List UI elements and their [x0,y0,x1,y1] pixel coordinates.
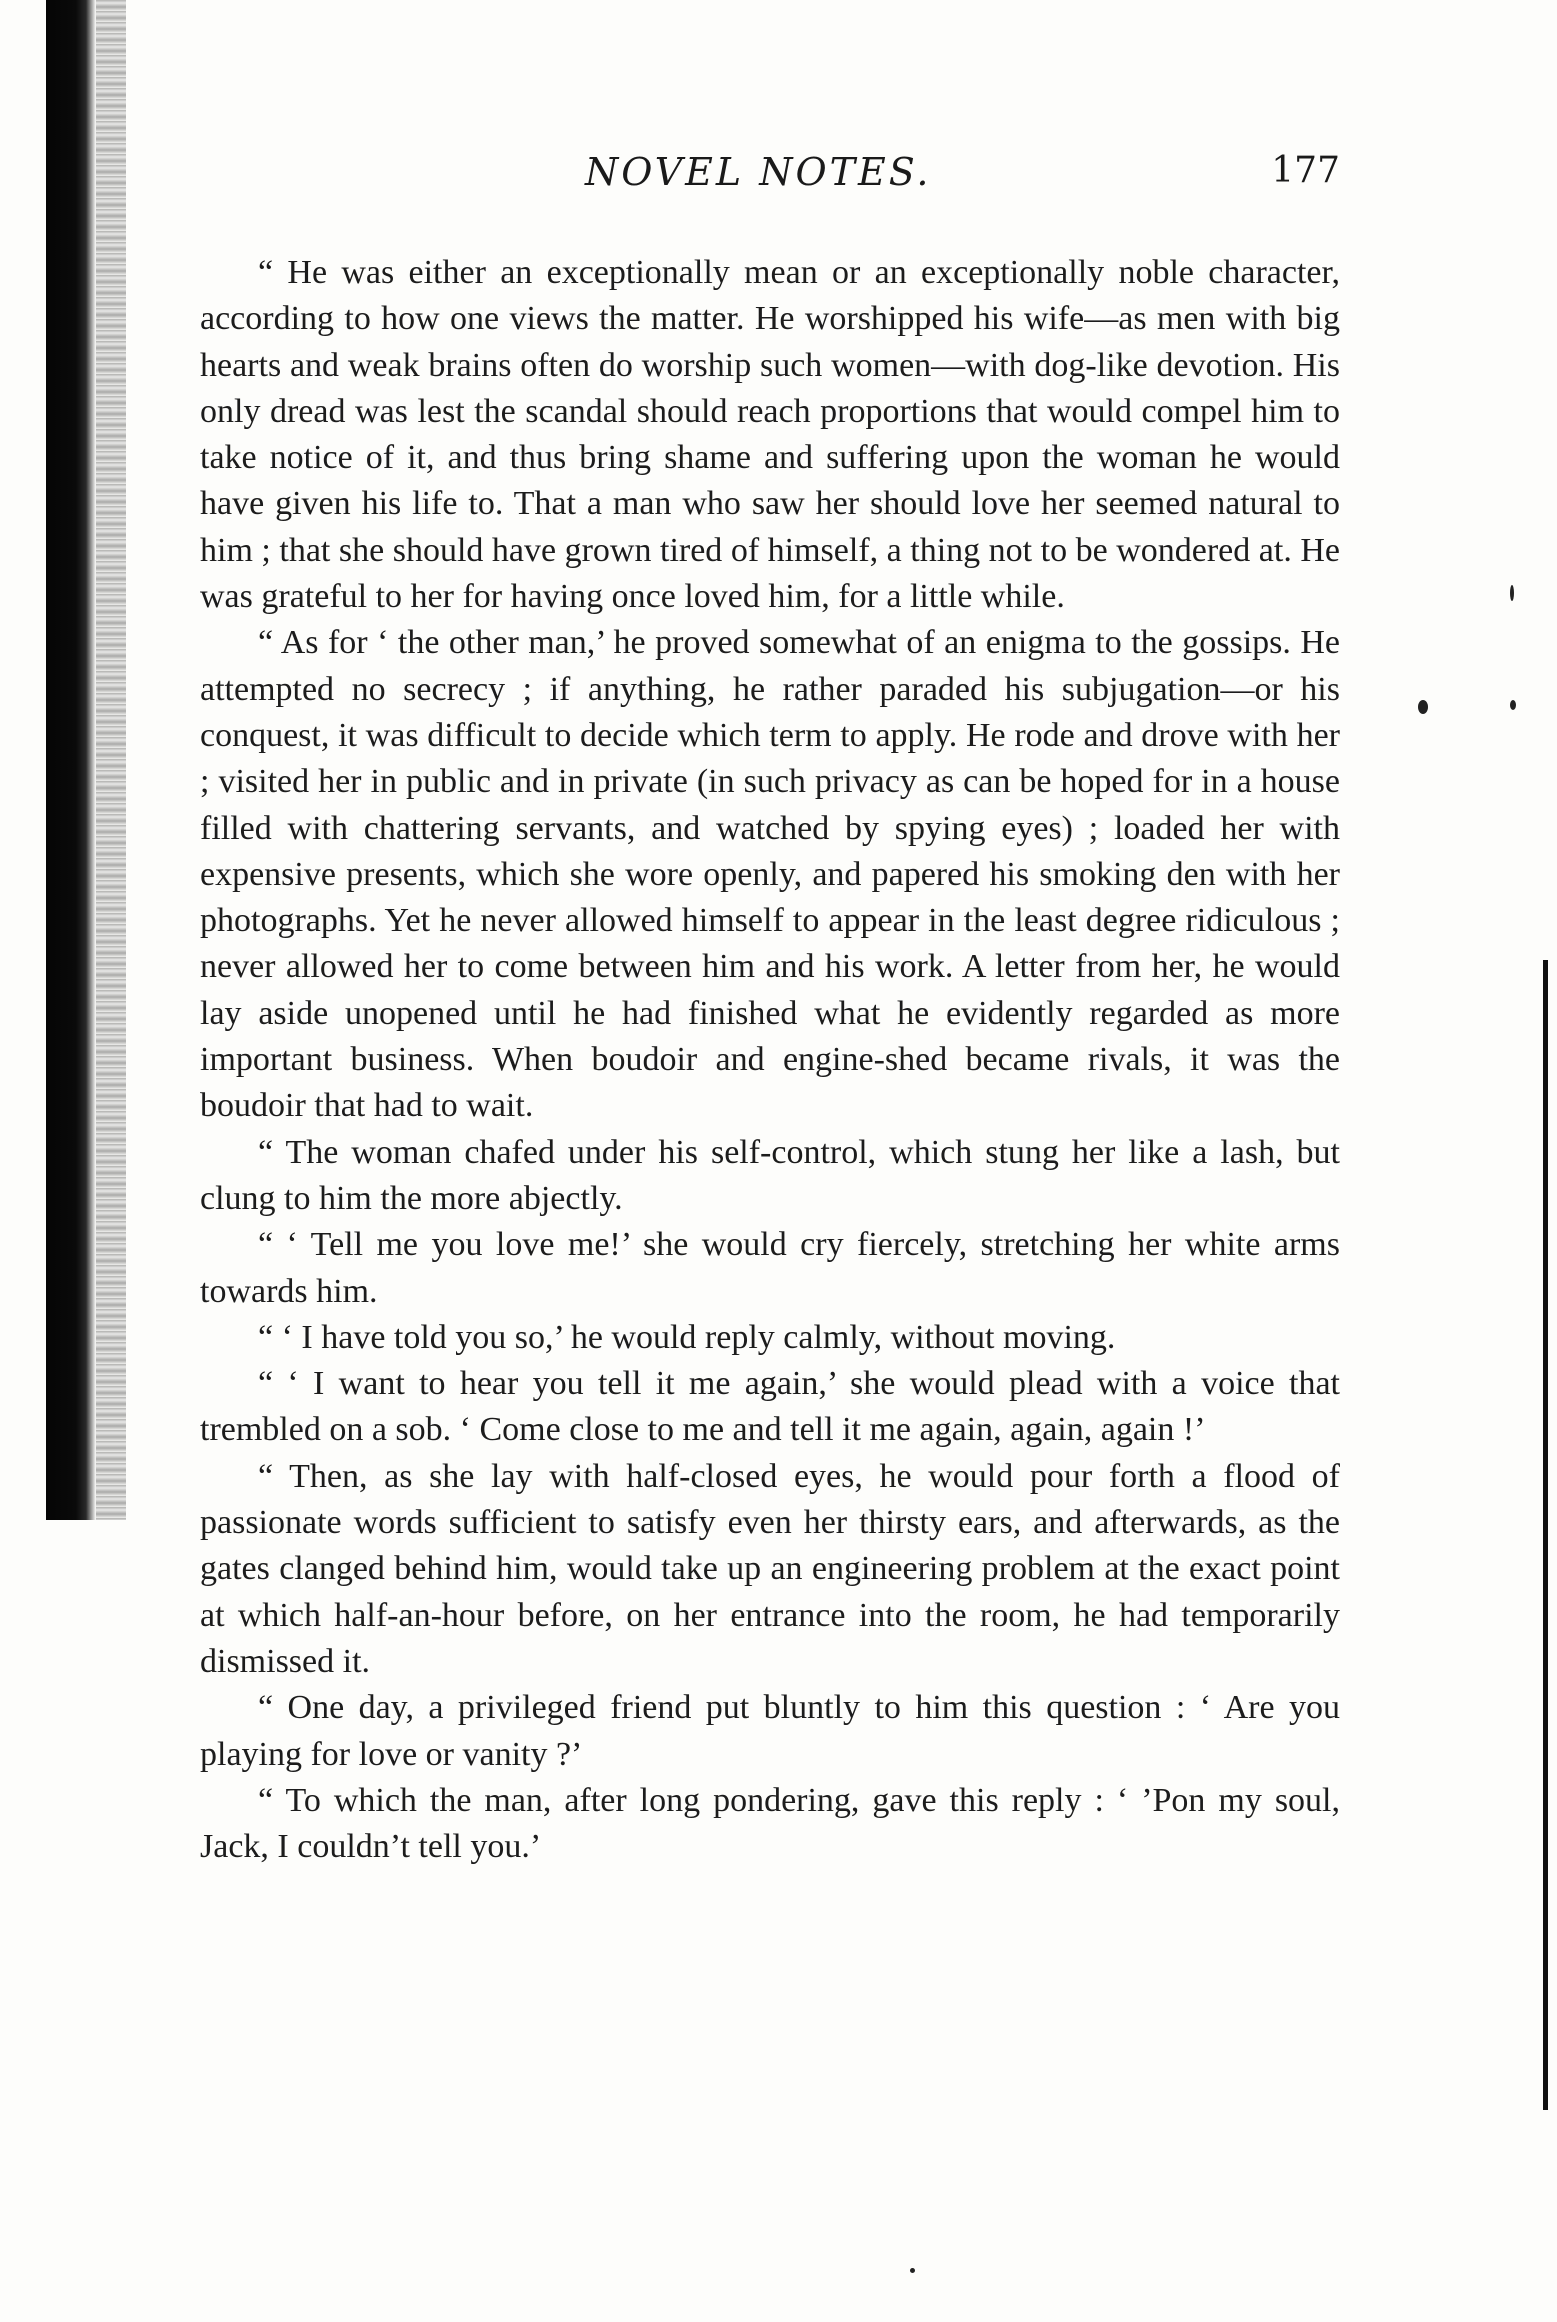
paragraph: “ Then, as she lay with half-closed eyes, he would pour forth a flood of passionate words sufficient to satisfy even her thirsty ears, and afterwards, as the gates clanged behind him, would take up an engineering problem at the exact point at which half-an-hour before, on her entrance into the room, he had temporarily dismissed it. [200,1457,1340,1680]
paragraph: “ The woman chafed under his self-control, which stung her like a lash, but clung to him the more abjectly. [200,1133,1340,1217]
paragraph: “ ‘ I want to hear you tell it me again,’ she would plead with a voice that trembled on a sob. ‘ Come close to me and tell it me again, again, again !’ [200,1365,1340,1449]
body-text [200,250,1340,1870]
binding-edge [96,0,126,1520]
running-title: NOVEL NOTES. [585,150,932,194]
paragraph: “ To which the man, after long pondering, gave this reply : ‘ ’Pon my soul, Jack, I couldn’t tell you.’ [200,1781,1340,1866]
paragraph: “ As for ‘ the other man,’ he proved somewhat of an enigma to the gossips. He attempted no secrecy ; if anything, he rather paraded his subjugation—or his conquest, it was difficult to decide which term to apply. He rode and drove with her ; visited her in public and in private (in such privacy as can be hoped for in a house filled with chattering servants, and watched by spying eyes) ; loaded her with expensive presents, which she wore openly, and papered his smoking den with her photographs. Yet he never allowed himself to appear in the least degree ridiculous ; never allowed her to come between him and his work. A letter from her, he would lay aside unopened until he had finished what he evidently regarded as more important business. When boudoir and engine-shed became rivals, it was the boudoir that had to wait. [200,624,1340,1125]
paragraph: “ ‘ Tell me you love me!’ she would cry fiercely, stretching her white arms towards him. [200,1226,1340,1310]
page-number: 177 [1271,150,1340,191]
ink-speck [1418,700,1428,714]
ink-speck [910,2268,915,2273]
page-header [200,150,1340,210]
paragraph: “ ‘ I have told you so,’ he would reply calmly, without moving. [258,1318,1116,1356]
scan-edge-mark [1543,960,1548,2110]
ink-speck [1510,585,1514,601]
paragraph: “ He was either an exceptionally mean or an exceptionally noble character, according to how one views the matter. He worshipped his wife—as men with big hearts and weak brains often do worship such women—with dog-like devotion. His only dread was lest the scandal should reach proportions that would compel him to take notice of it, and thus bring shame and suffering upon the woman he would have given his life to. That a man who saw her should love her seemed natural to him ; that she should have grown tired of himself, a thing not to be wondered at. He was grateful to her for having once loved him, for a little while. [200,254,1340,616]
ink-speck [1510,700,1516,710]
paragraph: “ One day, a privileged friend put bluntly to him this question : ‘ Are you playing for love or vanity ?’ [200,1689,1340,1773]
binding-shadow [46,0,96,1520]
